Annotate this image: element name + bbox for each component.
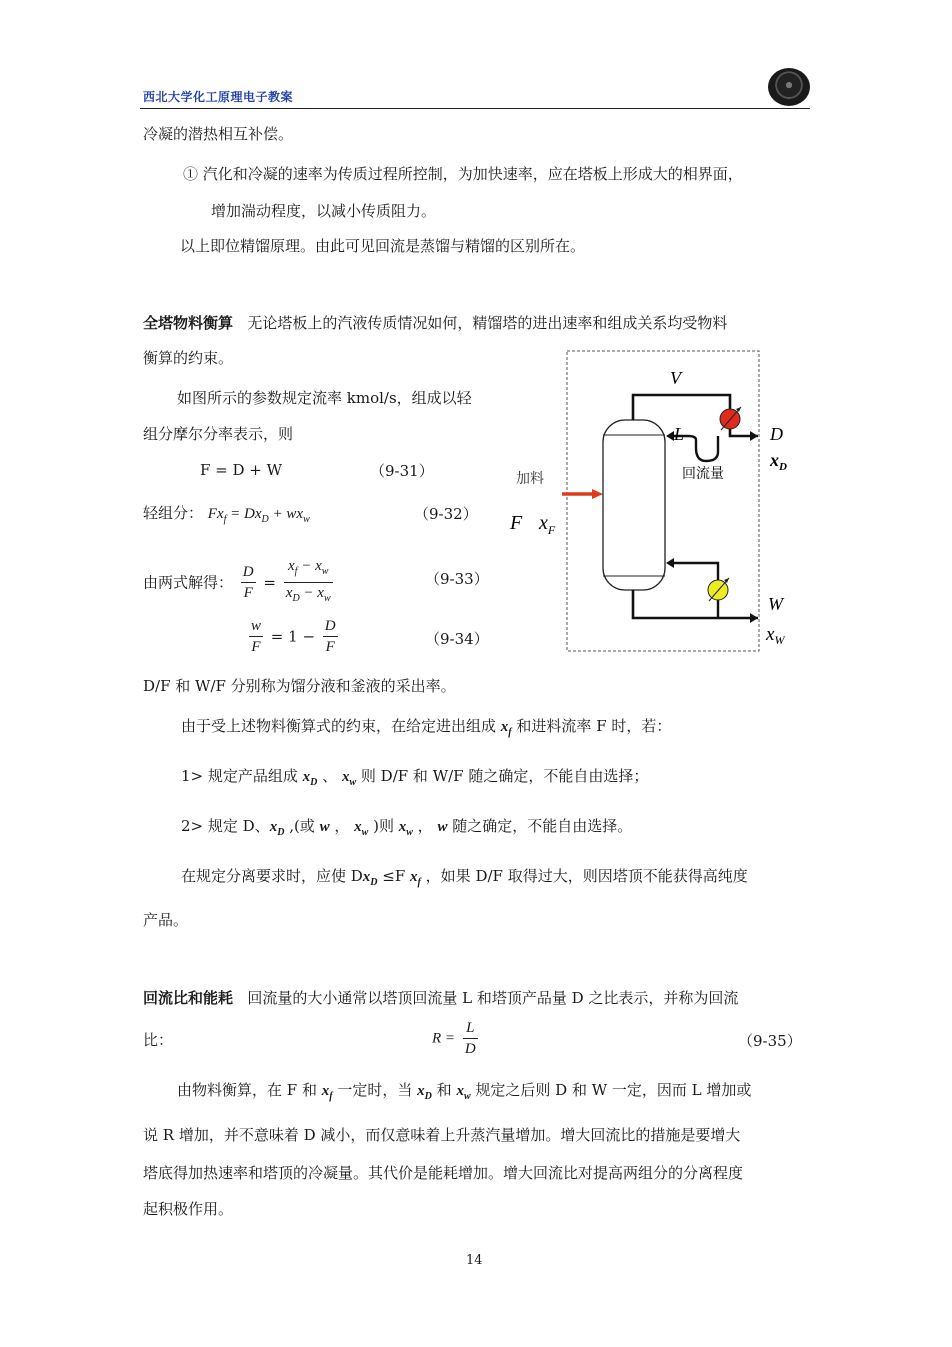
text-line: 冷凝的潜热相互补偿。 — [143, 125, 294, 143]
equation-9-34: $\frac{w}{F}$ = 1 − $\frac{D}{F}$ — [251, 618, 336, 655]
column-body — [603, 420, 665, 590]
label-xf: $x_F$ — [539, 512, 556, 537]
label-v: V — [670, 368, 681, 388]
text-line: ① 汽化和冷凝的速率为传质过程所控制，为加快速率，应在塔板上形成大的相界面， — [183, 165, 743, 183]
text-line: 在规定分离要求时，应使 $Dx_D \le F$ $x_f$ ，如果 D/F 取得过大，则因塔顶不能获得高纯度 — [181, 867, 748, 888]
label-xd: $x_D$ — [770, 450, 787, 473]
label-xw: $x_W$ — [766, 624, 785, 647]
equation-9-32: 轻组分： $Fx_f = Dx_D + wx_w$ — [143, 504, 310, 525]
text-line: 增加湍动程度，以减小传质阻力。 — [211, 202, 437, 220]
equation-number: （9-31） — [370, 462, 434, 480]
equation-9-33: 由两式解得： $\frac{D}{F}$ = $\frac{x_f - x_w}{x_D - x_w}$ — [143, 558, 331, 604]
label-feed: 加料 — [516, 471, 544, 487]
text-line: 1> 规定产品组成 $x_D$ 、 $x_w$ 则 D/F 和 W/F 随之确定，不能自由选择； — [181, 767, 649, 788]
label-d: D — [770, 424, 783, 444]
header-rule — [140, 108, 810, 109]
header-title: 西北大学化工原理电子教案 — [143, 90, 294, 104]
text-line: 如图所示的参数规定流率 kmol/s，组成以轻 — [177, 389, 472, 407]
bottoms-line — [633, 590, 758, 618]
label-reflux: 回流量 — [682, 466, 724, 482]
label-f: F — [510, 512, 523, 534]
equation-9-35: R = $\frac{L}{D}$ — [432, 1020, 476, 1057]
page-number: 14 — [466, 1253, 483, 1268]
section-title: 回流比和能耗 — [143, 989, 234, 1007]
text-line: 说 R 增加，并不意味着 D 减小，而仅意味着上升蒸汽量增加。增大回流比的措施是要增大 — [143, 1126, 741, 1144]
section-paragraph — [143, 988, 738, 1008]
text-line: 衡算的约束。 — [143, 349, 234, 367]
equation-label: 由两式解得： — [143, 573, 234, 592]
text-line: 产品。 — [143, 911, 189, 929]
equation-label: 轻组分： — [143, 504, 204, 522]
label-l: L — [674, 424, 685, 444]
equation-number: （9-35） — [738, 1032, 802, 1050]
text-line: 组分摩尔分率表示，则 — [143, 425, 294, 443]
text-line: 以上即位精馏原理。由此可见回流是蒸馏与精馏的区别所在。 — [180, 237, 586, 255]
text-line: 由物料衡算，在 F 和 $x_f$ 一定时，当 $x_D$ 和 $x_w$ 规定之后则 D 和 W 一定，因而 L 增加或 — [177, 1081, 752, 1102]
equation-number: （9-33） — [425, 570, 489, 588]
university-seal-icon — [768, 68, 810, 106]
text-line: 比： — [143, 1031, 174, 1049]
vapor-line — [633, 395, 730, 420]
section-title: 全塔物料衡算 — [143, 314, 234, 332]
text-line: 起积极作用。 — [143, 1200, 234, 1218]
section-text: 无论塔板上的汽液传质情况如何，精馏塔的进出速率和组成关系均受物料 — [247, 314, 728, 332]
text-line: 由于受上述物料衡算式的约束，在给定进出组成 $x_f$ 和进料流率 F 时，若： — [181, 717, 672, 738]
section-text: 回流量的大小通常以塔顶回流量 L 和塔顶产品量 D 之比表示，并称为回流 — [247, 989, 739, 1007]
distillation-column-diagram — [510, 350, 787, 652]
equation-9-31: F = D + W — [200, 461, 283, 479]
label-w: W — [768, 594, 783, 614]
equation-number: （9-34） — [425, 630, 489, 648]
equation-number: （9-32） — [414, 505, 478, 523]
text-line: D/F 和 W/F 分别称为馏分液和釜液的采出率。 — [143, 677, 456, 695]
text-line: 2> 规定 D、$x_D$ ,(或 w ， $x_w$ )则 $x_w$ ， w 随之确定，不能自由选择。 — [181, 817, 633, 838]
section-paragraph — [143, 313, 727, 333]
text-line: 塔底得加热速率和塔顶的冷凝量。其代价是能耗增加。增大回流比对提高两组分的分离程度 — [143, 1164, 744, 1182]
